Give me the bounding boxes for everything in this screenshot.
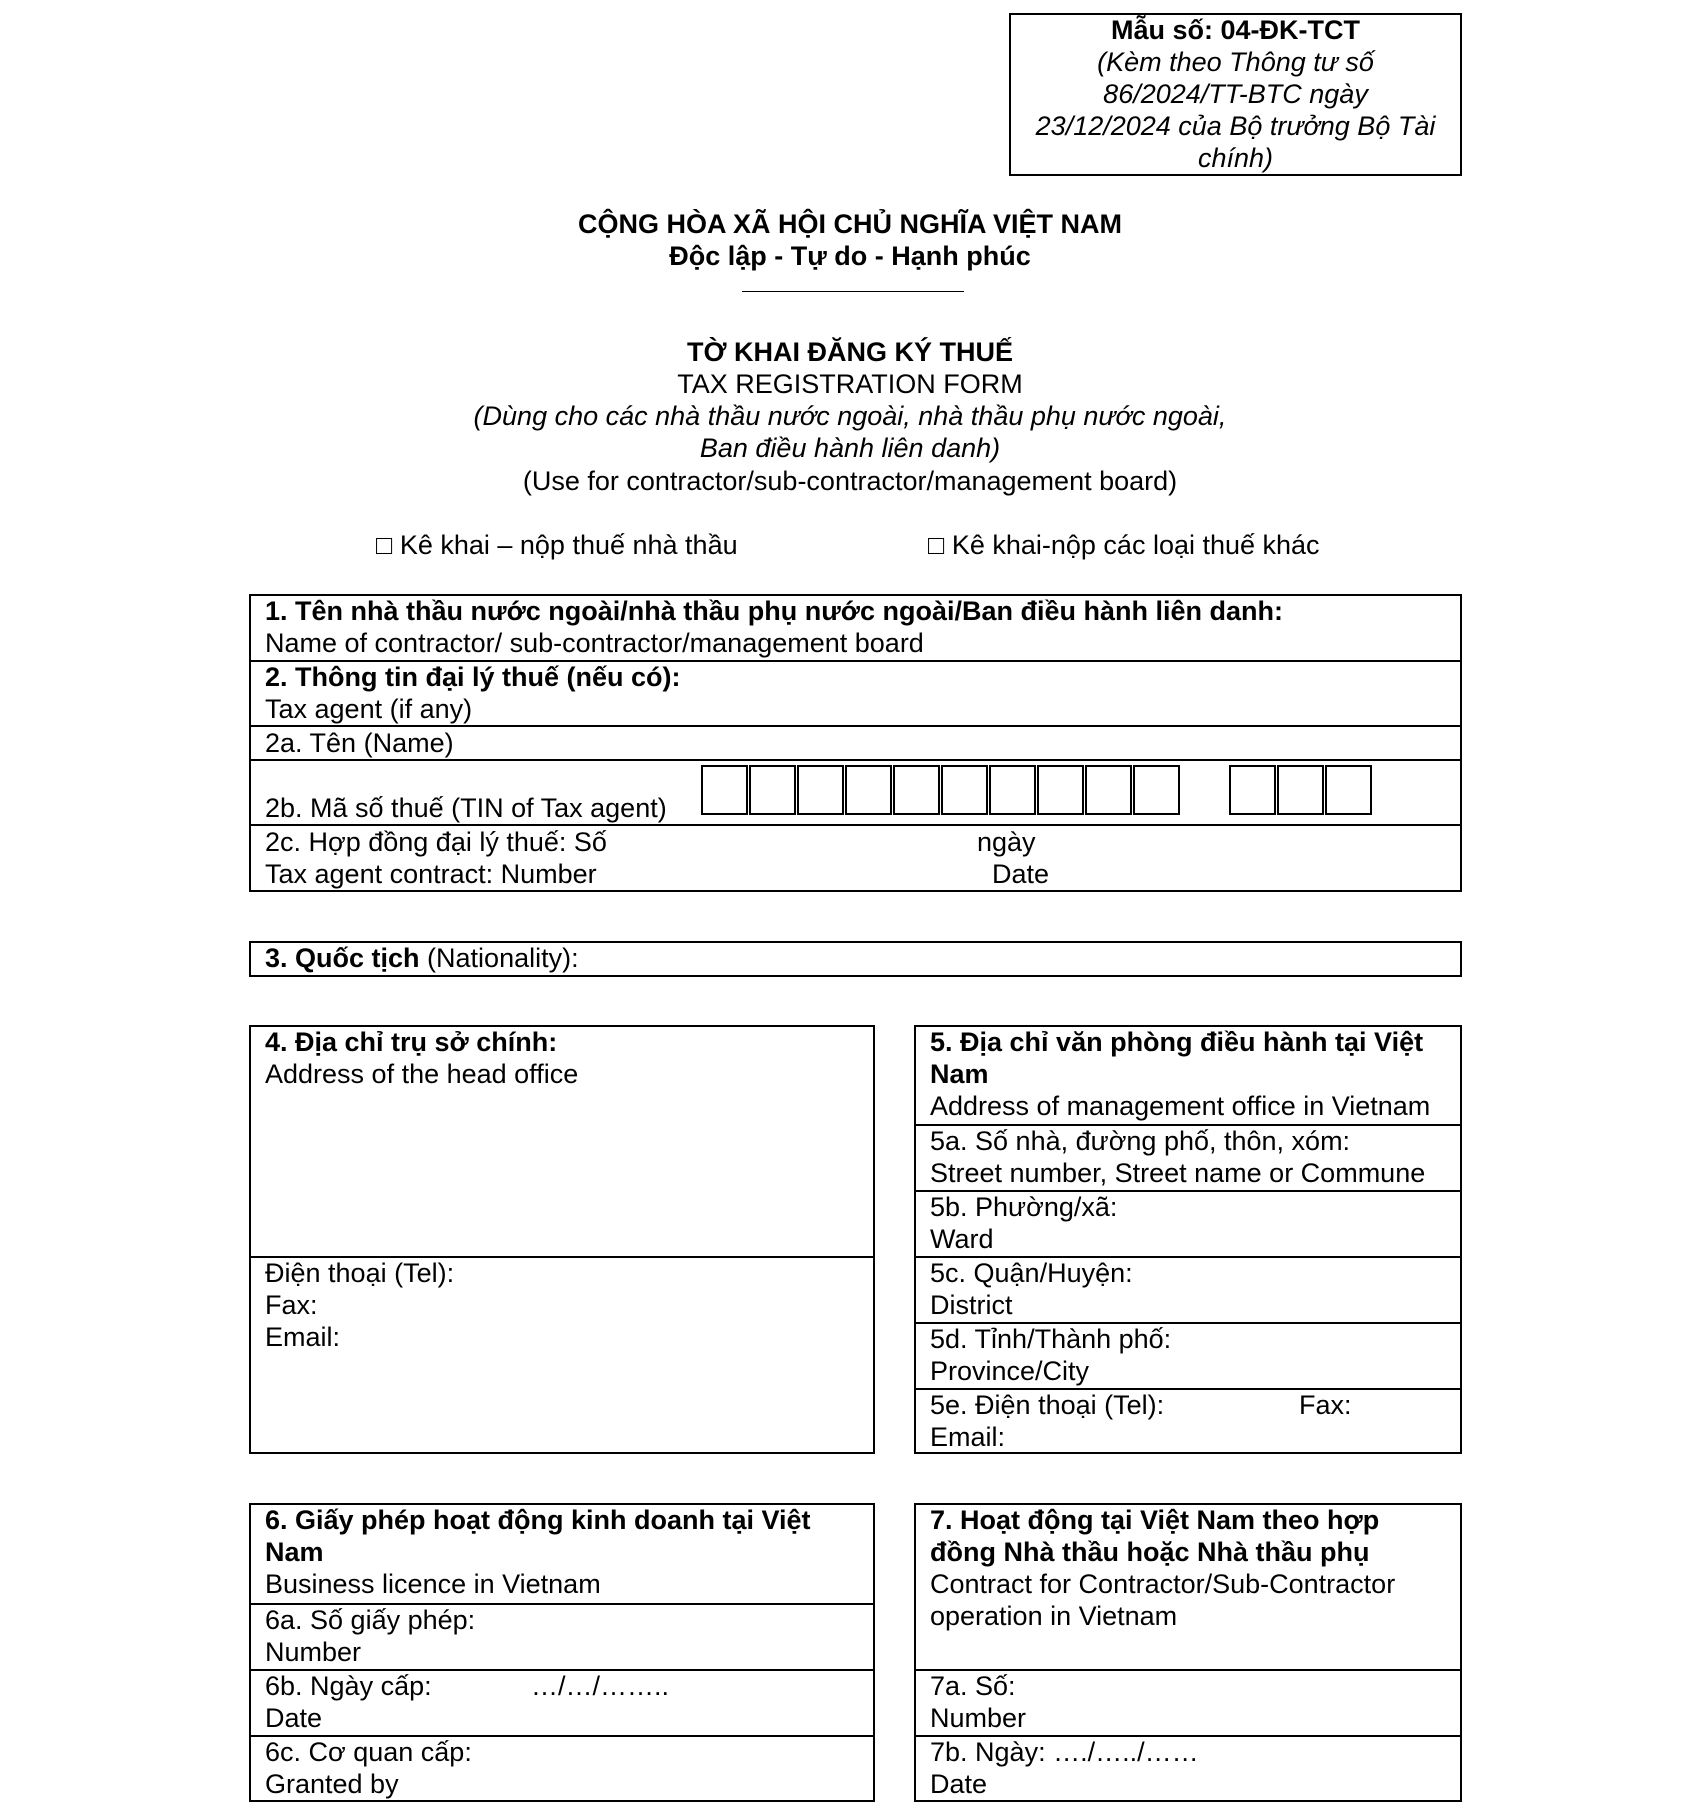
form-title-vi: TỜ KHAI ĐĂNG KÝ THUẾ xyxy=(686,337,1014,367)
section-5-title: 5. Địa chỉ văn phòng điều hành tại Việt xyxy=(930,1027,1424,1057)
head-office-email-label: Email: xyxy=(265,1322,341,1352)
province-label-en: Province/City xyxy=(930,1356,1090,1386)
tax-agent-contract-label-en: Tax agent contract: Number xyxy=(265,859,597,889)
mgmt-email-label: Email: xyxy=(930,1422,1006,1452)
tin-digit-cell[interactable] xyxy=(1229,765,1276,815)
licence-date-label: 6b. Ngày cấp: xyxy=(265,1671,432,1701)
head-office-tel-label: Điện thoại (Tel): xyxy=(265,1258,455,1288)
row-divider xyxy=(249,725,1462,727)
tin-digit-cell[interactable] xyxy=(1133,765,1180,815)
contract-number-label: 7a. Số: xyxy=(930,1671,1016,1701)
form-ref-line: (Kèm theo Thông tư số xyxy=(1097,47,1374,77)
option-label: Kê khai-nộp các loại thuế khác xyxy=(951,530,1320,560)
form-usage-vi: Ban điều hành liên danh) xyxy=(699,433,1001,463)
form-usage-en: (Use for contractor/sub-contractor/management board) xyxy=(522,466,1178,496)
mgmt-tel-label: 5e. Điện thoại (Tel): xyxy=(930,1390,1165,1420)
section-7-title: 7. Hoạt động tại Việt Nam theo hợp xyxy=(930,1505,1380,1535)
motto-underline xyxy=(742,291,964,292)
contract-number-label-en: Number xyxy=(930,1703,1027,1733)
section-7-title: đồng Nhà thầu hoặc Nhà thầu phụ xyxy=(930,1537,1370,1567)
section-1-title: 1. Tên nhà thầu nước ngoài/nhà thầu phụ nước ngoài/Ban điều hành liên danh: xyxy=(265,596,1284,626)
form-ref-line: chính) xyxy=(1197,143,1274,173)
street-label-en: Street number, Street name or Commune xyxy=(930,1158,1426,1188)
province-label: 5d. Tỉnh/Thành phố: xyxy=(930,1324,1172,1354)
section-6-title: Nam xyxy=(265,1537,324,1567)
section-3-title: 3. Quốc tịch xyxy=(265,943,420,973)
tin-digit-cell[interactable] xyxy=(701,765,748,815)
mgmt-fax-label: Fax: xyxy=(1299,1390,1352,1420)
ward-label: 5b. Phường/xã: xyxy=(930,1192,1118,1222)
district-label-en: District xyxy=(930,1290,1013,1320)
tin-input-group-main[interactable] xyxy=(701,765,1181,815)
form-usage-vi: (Dùng cho các nhà thầu nước ngoài, nhà thầu phụ nước ngoài, xyxy=(473,401,1227,431)
street-label: 5a. Số nhà, đường phố, thôn, xóm: xyxy=(930,1126,1351,1156)
option-label: Kê khai – nộp thuế nhà thầu xyxy=(399,530,738,560)
checkbox-icon[interactable]: □ xyxy=(376,530,393,560)
section-7-subtitle: Contract for Contractor/Sub-Contractor xyxy=(930,1569,1396,1599)
section-2-title: 2. Thông tin đại lý thuế (nếu có): xyxy=(265,662,681,692)
ward-label-en: Ward xyxy=(930,1224,994,1254)
tin-digit-cell[interactable] xyxy=(941,765,988,815)
tin-digit-cell[interactable] xyxy=(845,765,892,815)
form-title-en: TAX REGISTRATION FORM xyxy=(677,369,1023,399)
national-motto: Độc lập - Tự do - Hạnh phúc xyxy=(669,241,1031,271)
nationality-label xyxy=(265,943,579,974)
section-3-subtitle: (Nationality): xyxy=(427,943,579,973)
section-7-subtitle: operation in Vietnam xyxy=(930,1601,1178,1631)
section-1-subtitle: Name of contractor/ sub-contractor/management board xyxy=(265,628,924,658)
licence-date-label-en: Date xyxy=(265,1703,323,1733)
section-4-subtitle: Address of the head office xyxy=(265,1059,579,1089)
option-other-tax[interactable] xyxy=(928,530,1320,561)
tin-digit-cell[interactable] xyxy=(1277,765,1324,815)
licence-number-label: 6a. Số giấy phép: xyxy=(265,1605,476,1635)
tax-agent-contract-date-label-en: Date xyxy=(992,859,1050,889)
country-name: CỘNG HÒA XÃ HỘI CHỦ NGHĨA VIỆT NAM xyxy=(577,209,1122,239)
contract-date-label: 7b. Ngày: …./…../…… xyxy=(930,1737,1199,1767)
head-office-fax-label: Fax: xyxy=(265,1290,318,1320)
tax-agent-name-label: 2a. Tên (Name) xyxy=(265,728,454,758)
section-2-subtitle: Tax agent (if any) xyxy=(265,694,473,724)
tax-agent-contract-label: 2c. Hợp đồng đại lý thuế: Số xyxy=(265,827,607,857)
checkbox-icon[interactable]: □ xyxy=(928,530,945,560)
licence-number-label-en: Number xyxy=(265,1637,362,1667)
option-contractor-tax[interactable] xyxy=(376,530,738,561)
form-ref-line: 86/2024/TT-BTC ngày xyxy=(1103,79,1368,109)
tin-digit-cell[interactable] xyxy=(797,765,844,815)
licence-date-placeholder: …/…/…….. xyxy=(531,1671,670,1701)
licence-issuer-label: 6c. Cơ quan cấp: xyxy=(265,1737,472,1767)
row-divider xyxy=(249,759,1462,761)
contract-date-label-en: Date xyxy=(930,1769,988,1799)
tax-agent-contract-date-label: ngày xyxy=(977,827,1036,857)
section-6-subtitle: Business licence in Vietnam xyxy=(265,1569,601,1599)
tin-input-group-branch[interactable] xyxy=(1229,765,1373,815)
section-4-title: 4. Địa chỉ trụ sở chính: xyxy=(265,1027,558,1057)
licence-issuer-label-en: Granted by xyxy=(265,1769,399,1799)
section-5-title: Nam xyxy=(930,1059,989,1089)
form-ref-line: 23/12/2024 của Bộ trưởng Bộ Tài xyxy=(1035,111,1436,141)
tax-agent-tin-label: 2b. Mã số thuế (TIN of Tax agent) xyxy=(265,793,667,823)
tin-digit-cell[interactable] xyxy=(1037,765,1084,815)
section-6-title: 6. Giấy phép hoạt động kinh doanh tại Việt xyxy=(265,1505,811,1535)
section-5-subtitle: Address of management office in Vietnam xyxy=(930,1091,1431,1121)
tin-digit-cell[interactable] xyxy=(1085,765,1132,815)
tin-digit-cell[interactable] xyxy=(1325,765,1372,815)
district-label: 5c. Quận/Huyện: xyxy=(930,1258,1133,1288)
form-code: Mẫu số: 04-ĐK-TCT xyxy=(1111,15,1360,45)
row-divider xyxy=(249,824,1462,826)
tin-digit-cell[interactable] xyxy=(989,765,1036,815)
tin-digit-cell[interactable] xyxy=(749,765,796,815)
tin-digit-cell[interactable] xyxy=(893,765,940,815)
